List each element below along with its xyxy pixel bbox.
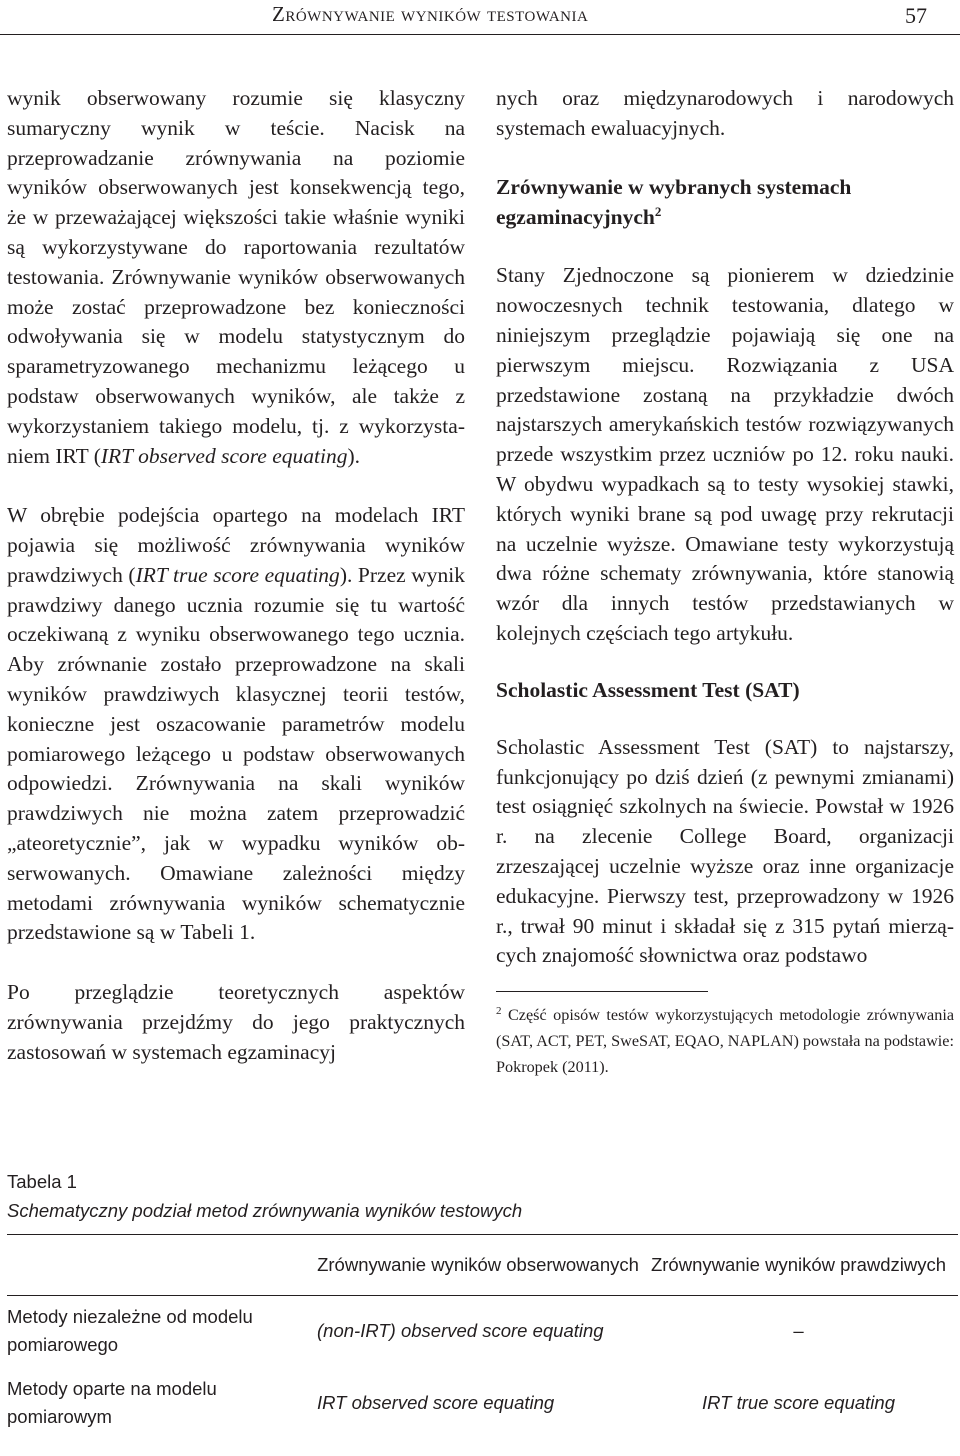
footnote [496, 1002, 954, 1080]
footnote-ref: 2 [654, 203, 662, 219]
observed-cell: IRT observed score equating [317, 1392, 555, 1413]
subsection-heading: Scholastic Assessment Test (SAT) [496, 677, 800, 702]
table-row [7, 1366, 958, 1440]
table-row [7, 1296, 958, 1367]
footnote-text: Część opisów testów wykorzystujących metodologie zrównywania (SAT, ACT, PET, SweSAT, EQAO, NAPLAN) powstała na podstawie: Pokropek (2011). [496, 1006, 955, 1077]
right-column [496, 84, 954, 1080]
header-cell [7, 1235, 311, 1296]
left-paragraph-3: Po przeglądzie teoretycznych aspektów zrównywania przejdźmy do jego praktycznych zastosowań w systemach egzaminacyj [7, 979, 465, 1064]
table-1 [7, 1168, 958, 1440]
footnote-divider [496, 991, 708, 992]
right-paragraph-1: nych oraz międzynarodowych i narodowych systemach ewaluacyjnych. [496, 86, 954, 140]
method-cell: Metody niezależne od modelu pomiarowego [7, 1306, 253, 1355]
left-paragraph-2 [7, 501, 465, 948]
true-cell: – [793, 1320, 804, 1341]
header-cell: Zrównywanie wyników obserwowanych [317, 1254, 639, 1275]
right-paragraph-2: Stany Zjednoczone są pionierem w dziedzinie nowoczesnych technik testowania, dlatego w niniejszym przeglądzie pojawiają się one na pierwszym miejscu. Rozwiązania z USA przedstawione zostaną na przykładzie dwóch najstarszych amerykańskich testów rozwiązywanych przede wszystkim przez uczniów po 12. roku nauki. W obydwu wypadkach są to testy wysokiej stawki, których wyniki brane są pod uwagę przy rekrutacji na uczelnie wyższe. Omawiane testy wykorzystują dwa różne schematy zrównywania, które stanowią wzór dla innych testów przedstawianych w kolejnych częściach tego artykułu. [496, 263, 954, 645]
true-cell: IRT true score equating [702, 1392, 895, 1413]
running-title: Zrównywanie wyników testowania [272, 2, 589, 26]
footnote-number: 2 [496, 1005, 502, 1018]
right-paragraph-3: Scholastic Assessment Test (SAT) to najstarszy, funkcjonujący po dziś dzień (z pewnymi zmianami) test osiągnięć szkolnych na świecie. Powstał w 1926 r. na zlecenie College Board, organizacji zrzeszającej uczelnie wyższe oraz inne organizacje edukacyjne. Pierwszy test, przeprowadzony w 1926 r., trwał 90 minut i składał się z 315 pytań mierzących znajomość słownictwa oraz podstawo [496, 734, 954, 968]
method-cell: Metody oparte na modelu pomiarowym [7, 1378, 217, 1427]
section-heading [496, 172, 954, 232]
left-column [7, 84, 465, 1067]
page-header [0, 0, 960, 35]
heading-text: Zrównywanie w wybranych systemach egzaminacyjnych [496, 174, 852, 229]
table-header-row [7, 1235, 958, 1296]
text-run: W obrębie podejścia opartego na modelach IRT pojawia się możliwość zrównywania wyników prawdziwych ( [7, 503, 465, 587]
page-number: 57 [905, 3, 927, 28]
text-run: wynik obserwowany rozumie się klasyczny sumaryczny wynik w teście. Nacisk na przeprowadzanie zrównywania na poziomie wyników obserwowanych jest konsekwencją tego, że w przeważającej większości takie właśnie wyniki są wykorzystywane do raportowania rezultatów testowania. Zrównywanie wyników obserwowanych może zostać przeprowadzone bez konieczności odwoływania się w modelu statystycznym do sparametryzowanego mechanizmu leżącego u podstaw obserwowanych wyników, ale także z wykorzystaniem takiego modelu, tj. z wykorzystaniem IRT ( [7, 86, 465, 468]
text-run: ). Przez wynik prawdziwy danego ucznia rozumie się tu wartość oczekiwaną z wyniku obserwowanego tego ucznia. Aby zrównanie zostało przeprowadzone na skali wyników prawdziwych klasycznej teorii testów, konieczne jest oszacowanie parametrów modelu pomiarowego leżącego u podstaw obserwowanych odpowiedzi. Zrównywania na skali wyników prawdziwych nie można zatem przeprowadzić „ateoretycznie”, jak w wypadku wyników obserwowanych. Omawiane zależności między metodami zrównywania wyników schematycznie przedstawione są w Tabeli 1. [7, 562, 465, 945]
italic-term: IRT observed score equating [100, 443, 348, 468]
header-cell: Zrównywanie wyników prawdziwych [650, 1254, 947, 1275]
table-caption: Schematyczny podział metod zrównywania wyników testowych [7, 1200, 523, 1221]
italic-term: IRT true score equating [135, 562, 340, 587]
table-label: Tabela 1 [7, 1171, 77, 1192]
left-paragraph-1 [7, 84, 465, 471]
observed-cell: (non-IRT) observed score equating [317, 1320, 604, 1341]
text-run: ). [347, 443, 361, 468]
equating-methods-table [7, 1235, 958, 1440]
